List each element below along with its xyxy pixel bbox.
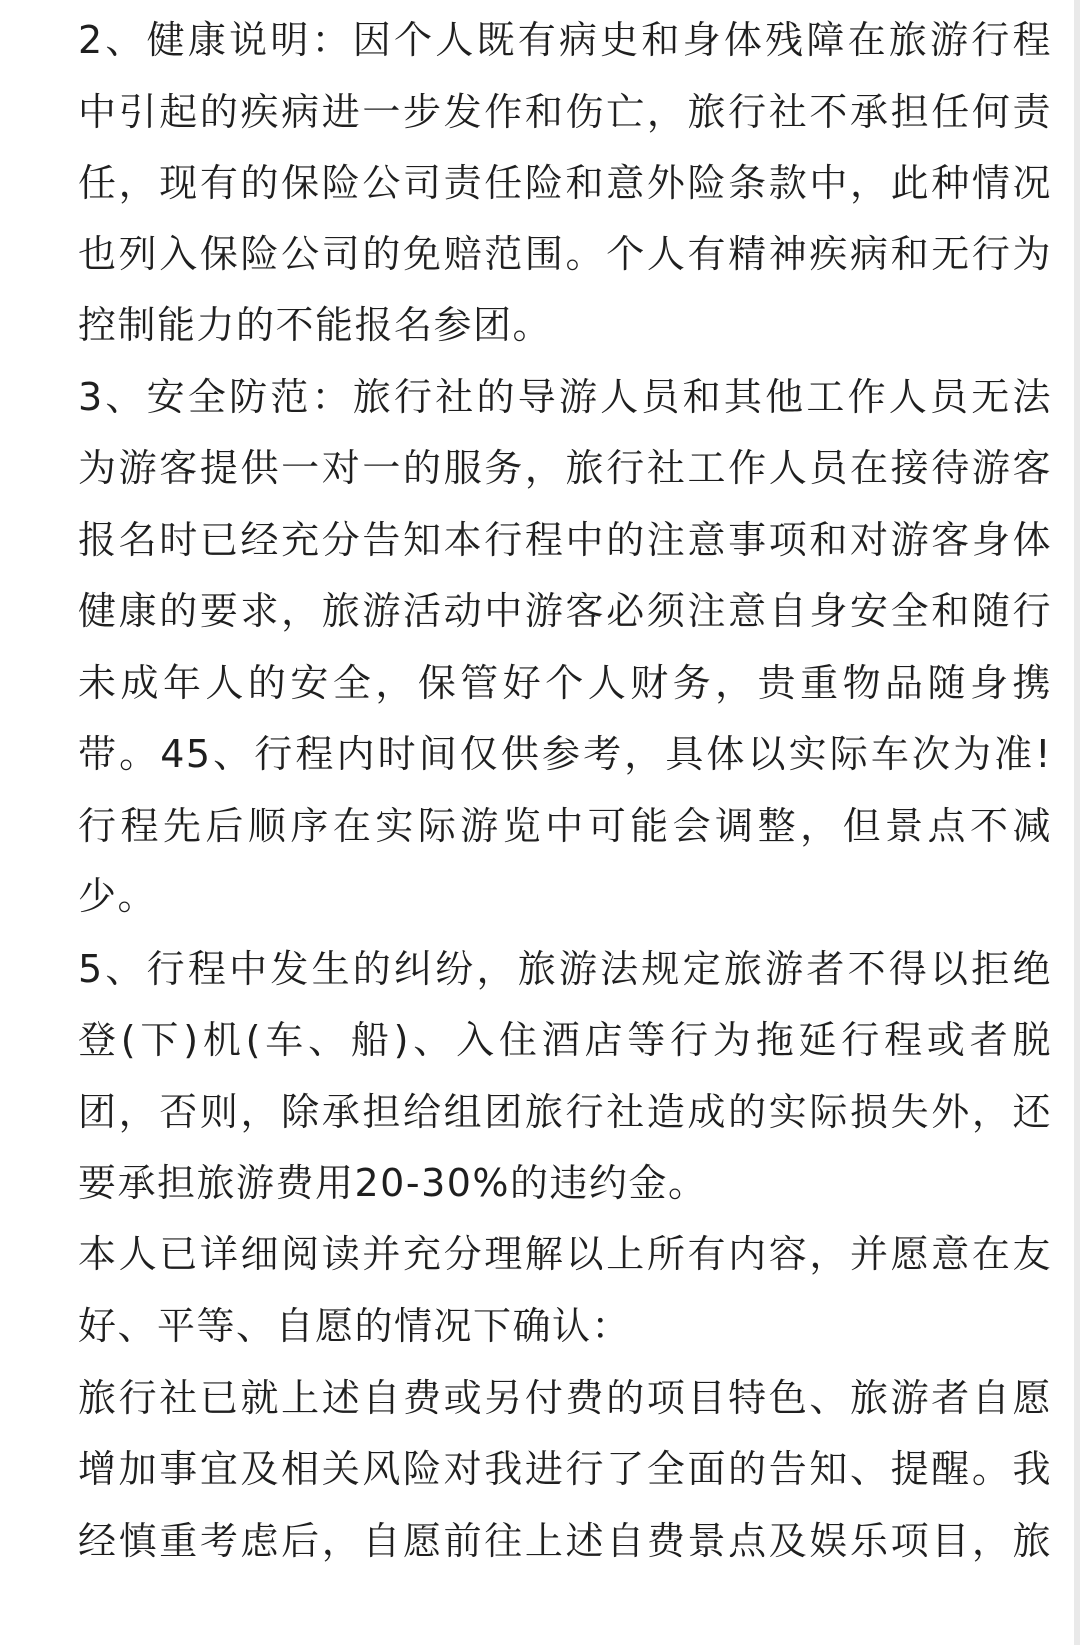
text-line-12: 行程先后顺序在实际游览中可能会调整，但景点不减 [78,804,1052,848]
text-line-16: 团，否则，除承担给组团旅行社造成的实际损失外，还 [78,1090,1052,1134]
text-line-19: 好、平等、自愿的情况下确认： [78,1304,632,1348]
text-line-22: 经慎重考虑后，自愿前往上述自费景点及娱乐项目，旅 [78,1519,1052,1563]
text-line-18: 本人已详细阅读并充分理解以上所有内容，并愿意在友 [78,1232,1052,1276]
text-line-13: 少。 [78,874,158,918]
text-line-8: 报名时已经充分告知本行程中的注意事项和对游客身体 [78,518,1052,562]
text-line-6: 3、安全防范：旅行社的导游人员和其他工作人员无法 [78,375,1052,419]
text-line-1: 2、健康说明：因个人既有病史和身体残障在旅游行程 [78,18,1052,62]
text-line-11: 带。45、行程内时间仅供参考，具体以实际车次为准! [78,732,1052,776]
text-line-15: 登(下)机(车、船)、入住酒店等行为拖延行程或者脱 [78,1018,1052,1062]
text-line-4: 也列入保险公司的免赔范围。个人有精神疾病和无行为 [78,232,1052,276]
text-line-21: 增加事宜及相关风险对我进行了全面的告知、提醒。我 [78,1447,1052,1491]
text-line-3: 任，现有的保险公司责任险和意外险条款中，此种情况 [78,161,1052,205]
text-line-17: 要承担旅游费用20-30%的违约金。 [78,1161,708,1205]
text-line-7: 为游客提供一对一的服务，旅行社工作人员在接待游客 [78,446,1052,490]
page-edge-shadow [1074,0,1080,1645]
text-line-10: 未成年人的安全，保管好个人财务，贵重物品随身携 [78,661,1052,705]
text-line-14: 5、行程中发生的纠纷，旅游法规定旅游者不得以拒绝 [78,947,1052,991]
text-line-9: 健康的要求，旅游活动中游客必须注意自身安全和随行 [78,589,1052,633]
text-line-2: 中引起的疾病进一步发作和伤亡，旅行社不承担任何责 [78,90,1052,134]
text-line-20: 旅行社已就上述自费或另付费的项目特色、旅游者自愿 [78,1376,1052,1420]
text-line-5: 控制能力的不能报名参团。 [78,303,553,347]
